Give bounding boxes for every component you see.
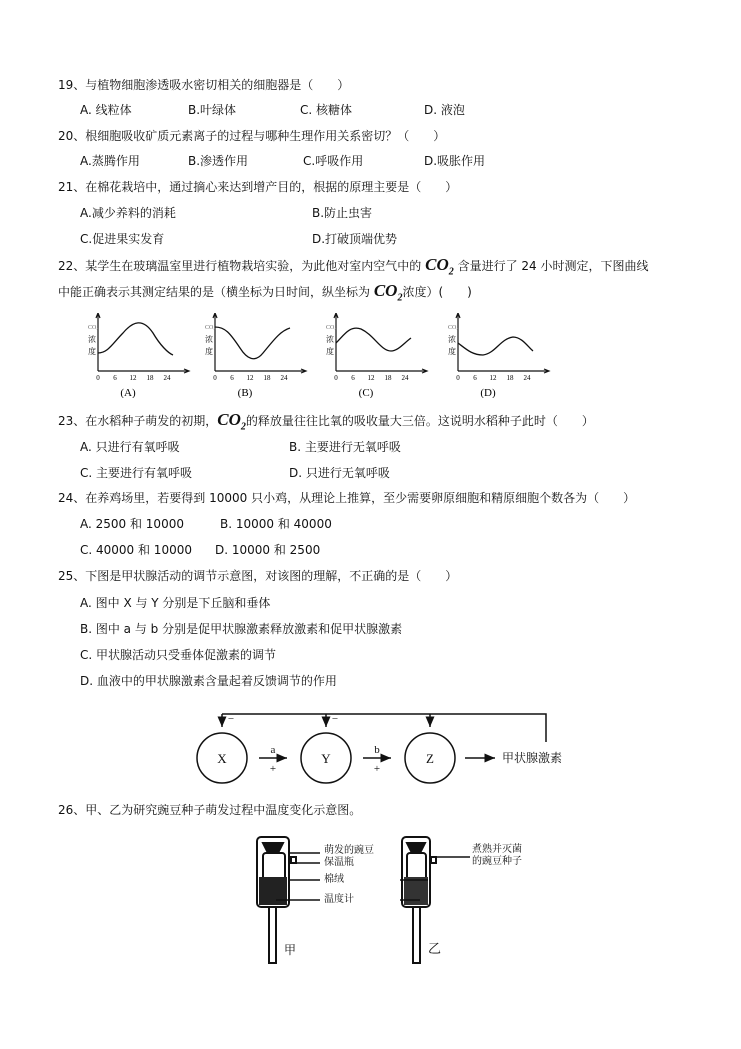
question-19: 19、与植物细胞渗透吸水密切相关的细胞器是（ ）	[58, 78, 350, 92]
minus-y: −	[331, 713, 339, 725]
option-23a: A. 只进行有氧呼吸	[80, 440, 180, 454]
co2-text: CO	[217, 410, 241, 429]
arrow-b-label: b	[374, 744, 380, 756]
minus-x: −	[227, 713, 235, 725]
y-axis-label: 浓	[205, 335, 213, 344]
label-thermometer: 温度计	[324, 894, 354, 905]
co2-curve	[336, 328, 411, 351]
option-23d: D. 只进行无氧呼吸	[289, 466, 390, 480]
x-tick-label: 6	[113, 374, 117, 382]
question-22-text-c: 中能正确表示其测定结果的是（横坐标为日时间，纵坐标为	[58, 285, 371, 299]
label-boiled-sterilized: 煮熟并灭菌	[472, 844, 522, 855]
co2-graph-b	[205, 313, 315, 398]
option-25b: B. 图中 a 与 b 分别是促甲状腺激素释放激素和促甲状腺激素	[80, 622, 403, 636]
x-tick-label: 0	[213, 374, 217, 382]
option-21a: A.减少养料的消耗	[80, 206, 176, 220]
x-tick-label: 18	[146, 374, 154, 382]
x-tick-label: 0	[456, 374, 460, 382]
option-20c: C.呼吸作用	[303, 154, 364, 168]
y-axis-label: 浓	[448, 335, 456, 344]
node-y-label: Y	[321, 751, 331, 766]
x-tick-label: 24	[163, 374, 171, 382]
x-tick-label: 0	[334, 374, 338, 382]
co2-sub: 2	[397, 292, 403, 304]
option-19a: A. 线粒体	[80, 103, 132, 117]
label-yi: 乙	[428, 942, 442, 957]
option-25a: A. 图中 X 与 Y 分别是下丘脑和垂体	[80, 596, 271, 610]
plus-b: +	[373, 763, 381, 775]
question-22-text-d: 浓度）( )	[402, 285, 472, 299]
y-axis-label: 度	[88, 347, 96, 356]
co2-graph-a	[88, 313, 198, 398]
y-axis-label: CO₂	[205, 325, 216, 331]
co2-curve	[458, 337, 533, 355]
label-jia: 甲	[284, 943, 297, 957]
y-axis-label: CO₂	[448, 325, 459, 331]
x-tick-label: 12	[246, 374, 254, 382]
co2-text: CO	[373, 281, 398, 300]
option-24a: A. 2500 和 10000	[80, 517, 184, 531]
label-cotton: 棉绒	[324, 874, 344, 885]
co2-text: CO	[425, 255, 449, 274]
node-x-label: X	[217, 751, 227, 766]
question-20: 20、根细胞吸收矿质元素离子的过程与哪种生理作用关系密切？（ ）	[58, 129, 446, 143]
option-25c: C. 甲状腺活动只受垂体促激素的调节	[80, 648, 277, 662]
x-tick-label: 12	[367, 374, 375, 382]
x-tick-label: 0	[96, 374, 100, 382]
co2-formula	[425, 255, 454, 278]
x-tick-label: 12	[129, 374, 137, 382]
thyroxine-label: 甲状腺激素	[502, 751, 563, 765]
option-25d: D. 血液中的甲状腺激素含量起着反馈调节的作用	[80, 674, 337, 688]
y-axis-label: 度	[205, 347, 213, 356]
x-tick-label: 18	[263, 374, 271, 382]
co2-graph-c	[326, 313, 436, 398]
x-tick-label: 24	[280, 374, 288, 382]
question-21: 21、在棉花栽培中，通过摘心来达到增产目的，根据的原理主要是（ ）	[58, 180, 458, 194]
option-20a: A.蒸腾作用	[80, 154, 140, 168]
co2-sub: 2	[240, 421, 246, 433]
option-19b: B.叶绿体	[188, 103, 237, 117]
option-20d: D.吸胀作用	[424, 154, 486, 168]
question-26: 26、甲、乙为研究豌豆种子萌发过程中温度变化示意图。	[58, 803, 362, 817]
graph-label: (C)	[358, 387, 374, 398]
co2-graph-d	[448, 313, 558, 398]
x-tick-label: 12	[489, 374, 497, 382]
graph-label: (A)	[120, 387, 136, 398]
x-tick-label: 6	[473, 374, 477, 382]
question-24: 24、在养鸡场里，若要得到 10000 只小鸡，从理论上推算，至少需要卵原细胞和精原细胞个数各为（ ）	[58, 491, 636, 505]
option-23b: B. 主要进行无氧呼吸	[289, 440, 401, 454]
x-tick-label: 18	[384, 374, 392, 382]
node-z-label: Z	[426, 751, 434, 766]
y-axis-label: 浓	[326, 335, 334, 344]
question-22-line2	[58, 283, 472, 306]
label-germinating-peas: 萌发的豌豆	[324, 845, 374, 856]
question-23-text-a: 23、在水稻种子萌发的初期，	[58, 414, 218, 428]
option-24c: C. 40000 和 10000	[80, 543, 192, 557]
x-tick-label: 6	[230, 374, 234, 382]
co2-formula	[217, 410, 246, 433]
y-axis-label: 度	[326, 347, 334, 356]
option-24b: B. 10000 和 40000	[220, 517, 332, 531]
plus-a: +	[269, 763, 277, 775]
label-pea-seeds: 的豌豆种子	[472, 856, 522, 867]
x-tick-label: 24	[523, 374, 531, 382]
question-22-text-a: 22、某学生在玻璃温室里进行植物栽培实验，为此他对室内空气中的	[58, 259, 422, 273]
question-22-line1	[58, 257, 648, 280]
option-23c: C. 主要进行有氧呼吸	[80, 466, 193, 480]
co2-curve	[215, 327, 290, 359]
x-tick-label: 18	[506, 374, 514, 382]
thyroid-regulation-diagram	[190, 700, 570, 795]
option-20b: B.渗透作用	[188, 154, 249, 168]
question-23-text-b: 的释放量往往比氧的吸收量大三倍。这说明水稻种子此时（ ）	[245, 414, 594, 428]
option-21b: B.防止虫害	[312, 206, 373, 220]
arrow-a-label: a	[270, 744, 276, 756]
question-22-text-b: 含量进行了 24 小时测定，下图曲线	[457, 259, 649, 273]
y-axis-label: CO₂	[326, 325, 337, 331]
label-thermos: 保温瓶	[324, 857, 354, 868]
option-24d: D. 10000 和 2500	[215, 543, 321, 557]
question-25: 25、下图是甲状腺活动的调节示意图，对该图的理解，不正确的是（ ）	[58, 569, 458, 583]
feedback-line	[222, 714, 546, 742]
option-19d: D. 液泡	[424, 103, 465, 117]
y-axis-label: 度	[448, 347, 456, 356]
co2-curve	[98, 323, 173, 355]
option-21c: C.促进果实发育	[80, 232, 165, 246]
x-tick-label: 6	[351, 374, 355, 382]
graph-label: (D)	[480, 387, 496, 398]
x-tick-label: 24	[401, 374, 409, 382]
question-23	[58, 412, 594, 435]
y-axis-label: 浓	[88, 335, 96, 344]
option-21d: D.打破顶端优势	[312, 232, 398, 246]
co2-formula	[373, 281, 403, 304]
co2-sub: 2	[448, 266, 454, 278]
y-axis-label: CO₂	[88, 325, 99, 331]
option-19c: C. 核糖体	[300, 103, 353, 117]
graph-label: (B)	[237, 387, 253, 398]
